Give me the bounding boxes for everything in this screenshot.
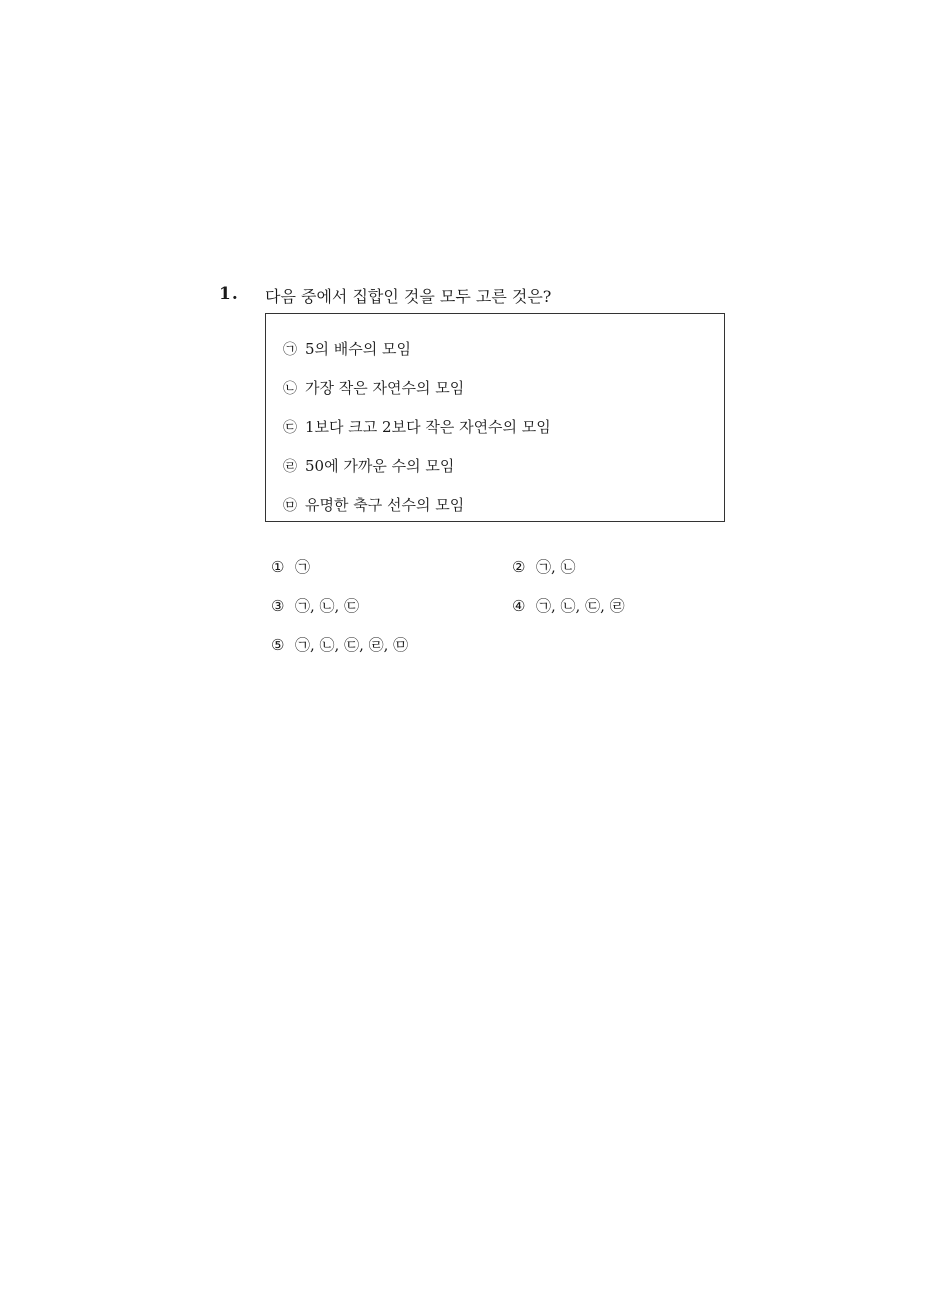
choice-text: ㉠, ㉡ <box>536 558 576 576</box>
choice-5[interactable] <box>271 634 408 655</box>
choice-text: ㉠, ㉡, ㉢, ㉣ <box>536 597 625 615</box>
choice-number: ③ <box>271 597 285 615</box>
box-item-marker: ㉢ <box>283 420 297 436</box>
choice-number: ⑤ <box>271 636 285 654</box>
box-item-5 <box>283 494 464 515</box>
choice-1[interactable] <box>271 556 310 577</box>
box-item-text: 5의 배수의 모임 <box>305 340 412 358</box>
choice-text: ㉠, ㉡, ㉢, ㉣, ㉤ <box>295 636 409 654</box>
box-item-3 <box>283 416 551 437</box>
box-item-4 <box>283 455 454 476</box>
question-text: 다음 중에서 집합인 것을 모두 고른 것은? <box>265 287 552 306</box>
choice-3[interactable] <box>271 595 359 616</box>
box-item-text: 가장 작은 자연수의 모임 <box>305 379 465 397</box>
box-item-marker: ㉠ <box>283 342 297 358</box>
box-item-marker: ㉤ <box>283 498 297 514</box>
choice-2[interactable] <box>512 556 576 577</box>
choice-number: ② <box>512 558 526 576</box>
question-number: 1. <box>219 284 239 304</box>
choice-text: ㉠, ㉡, ㉢ <box>295 597 360 615</box>
choice-number: ④ <box>512 597 526 615</box>
box-item-2 <box>283 377 464 398</box>
box-item-marker: ㉣ <box>283 459 297 475</box>
choice-4[interactable] <box>512 595 625 616</box>
choice-number: ① <box>271 558 285 576</box>
box-item-text: 50에 가까운 수의 모임 <box>305 457 455 475</box>
box-item-text: 유명한 축구 선수의 모임 <box>305 496 465 514</box>
choice-text: ㉠ <box>295 558 311 576</box>
box-item-text: 1보다 크고 2보다 작은 자연수의 모임 <box>305 418 551 436</box>
box-item-1 <box>283 338 411 359</box>
box-item-marker: ㉡ <box>283 381 297 397</box>
condition-box <box>265 313 725 522</box>
